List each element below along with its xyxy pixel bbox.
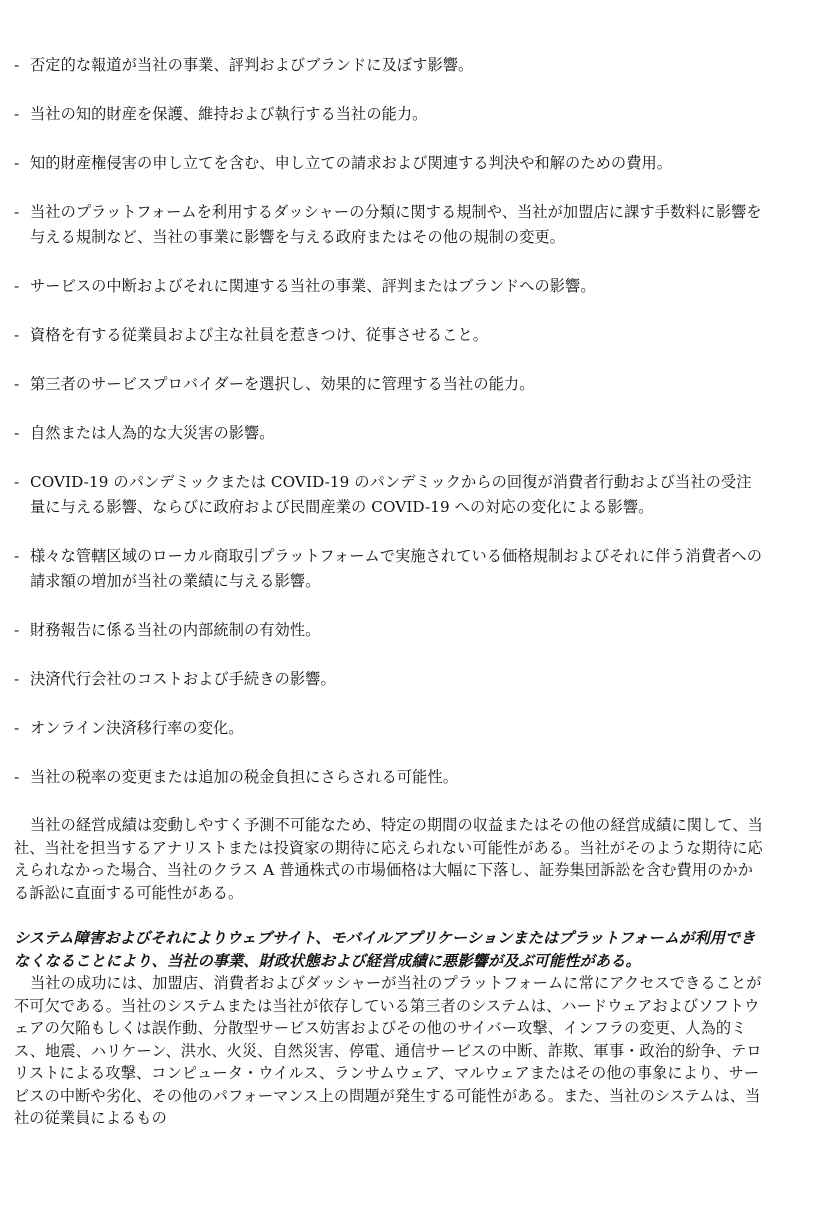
bullet-marker: -: [14, 56, 20, 74]
list-item-text: 知的財産権侵害の申し立てを含む、申し立ての請求および関連する判決や和解のための費用。: [30, 154, 673, 172]
system-failure-paragraph: 当社の成功には、加盟店、消費者およびダッシャーが当社のプラットフォームに常にアクセスできることが不可欠である。当社のシステムまたは当社が依存している第三者のシステムは、ハードウェアおよびソフトウェアの欠陥もしくは誤作動、分散型サービス妨害およびその他のサイバー攻撃、インフラの変更、人為的ミス、地震、ハリケーン、洪水、火災、自然災害、停電、通信サービスの中断、詐欺、軍事・政治的紛争、テロリストによる攻撃、コンピュータ・ウイルス、ランサムウェア、マルウェアまたはその他の事象により、サービスの中断や劣化、その他のパフォーマンス上の問題が発生する可能性がある。また、当社のシステムは、当社の従業員によるもの: [14, 974, 762, 1127]
list-item: [14, 544, 764, 594]
list-item: [14, 618, 764, 643]
list-item-text: 財務報告に係る当社の内部統制の有効性。: [30, 621, 321, 639]
list-item: [14, 151, 764, 176]
list-item-text: 当社のプラットフォームを利用するダッシャーの分類に関する規制や、当社が加盟店に課す手数料に影響を与える規制など、当社の事業に影響を与える政府またはその他の規制の変更。: [30, 203, 762, 246]
list-item: [14, 102, 764, 127]
list-item: [14, 765, 764, 790]
risk-factor-list: [14, 53, 764, 790]
list-item: [14, 53, 764, 78]
list-item: [14, 372, 764, 397]
bullet-marker: -: [14, 670, 20, 688]
list-item-text: 様々な管轄区域のローカル商取引プラットフォームで実施されている価格規制およびそれに伴う消費者への請求額の増加が当社の業績に与える影響。: [30, 547, 762, 590]
list-item-text: COVID-19 のパンデミックまたは COVID-19 のパンデミックからの回復が消費者行動および当社の受注量に与える影響、ならびに政府および民間産業の COVID-19 への対応の変化による影響。: [30, 473, 752, 516]
bullet-marker: -: [14, 719, 20, 737]
list-item: [14, 200, 764, 250]
list-item-text: 決済代行会社のコストおよび手続きの影響。: [30, 670, 336, 688]
list-item: [14, 716, 764, 741]
list-item-text: 否定的な報道が当社の事業、評判およびブランドに及ぼす影響。: [30, 56, 474, 74]
list-item: [14, 667, 764, 692]
operating-results-paragraph: 当社の経営成績は変動しやすく予測不可能なため、特定の期間の収益またはその他の経営成績に関して、当社、当社を担当するアナリストまたは投資家の期待に応えられない可能性がある。当社がそのような期待に応えられなかった場合、当社のクラス A 普通株式の市場価格は大幅に下落し、証券集団訴訟を含む費用のかかる訴訟に直面する可能性がある。: [14, 816, 763, 902]
bullet-marker: -: [14, 621, 20, 639]
list-item: [14, 470, 764, 520]
list-item-text: サービスの中断およびそれに関連する当社の事業、評判またはブランドへの影響。: [30, 277, 596, 295]
list-item: [14, 421, 764, 446]
list-item-text: 資格を有する従業員および主な社員を惹きつけ、従事させること。: [30, 326, 489, 344]
bullet-marker: -: [14, 375, 20, 393]
bullet-marker: -: [14, 203, 20, 221]
bullet-marker: -: [14, 547, 20, 565]
list-item-text: オンライン決済移行率の変化。: [30, 719, 244, 737]
list-item-text: 自然または人為的な大災害の影響。: [30, 424, 275, 442]
list-item-text: 第三者のサービスプロバイダーを選択し、効果的に管理する当社の能力。: [30, 375, 535, 393]
section-heading: システム障害およびそれによりウェブサイト、モバイルアプリケーションまたはプラットフォームが利用できなくなることにより、当社の事業、財政状態および経営成績に悪影響が及ぶ可能性がある。: [14, 929, 756, 970]
list-item: [14, 274, 764, 299]
bullet-marker: -: [14, 768, 20, 786]
list-item-text: 当社の税率の変更または追加の税金負担にさらされる可能性。: [30, 768, 459, 786]
bullet-marker: -: [14, 424, 20, 442]
bullet-marker: -: [14, 473, 20, 491]
list-item-text: 当社の知的財産を保護、維持および執行する当社の能力。: [30, 105, 428, 123]
bullet-marker: -: [14, 154, 20, 172]
bullet-marker: -: [14, 326, 20, 344]
bullet-marker: -: [14, 105, 20, 123]
list-item: [14, 323, 764, 348]
bullet-marker: -: [14, 277, 20, 295]
